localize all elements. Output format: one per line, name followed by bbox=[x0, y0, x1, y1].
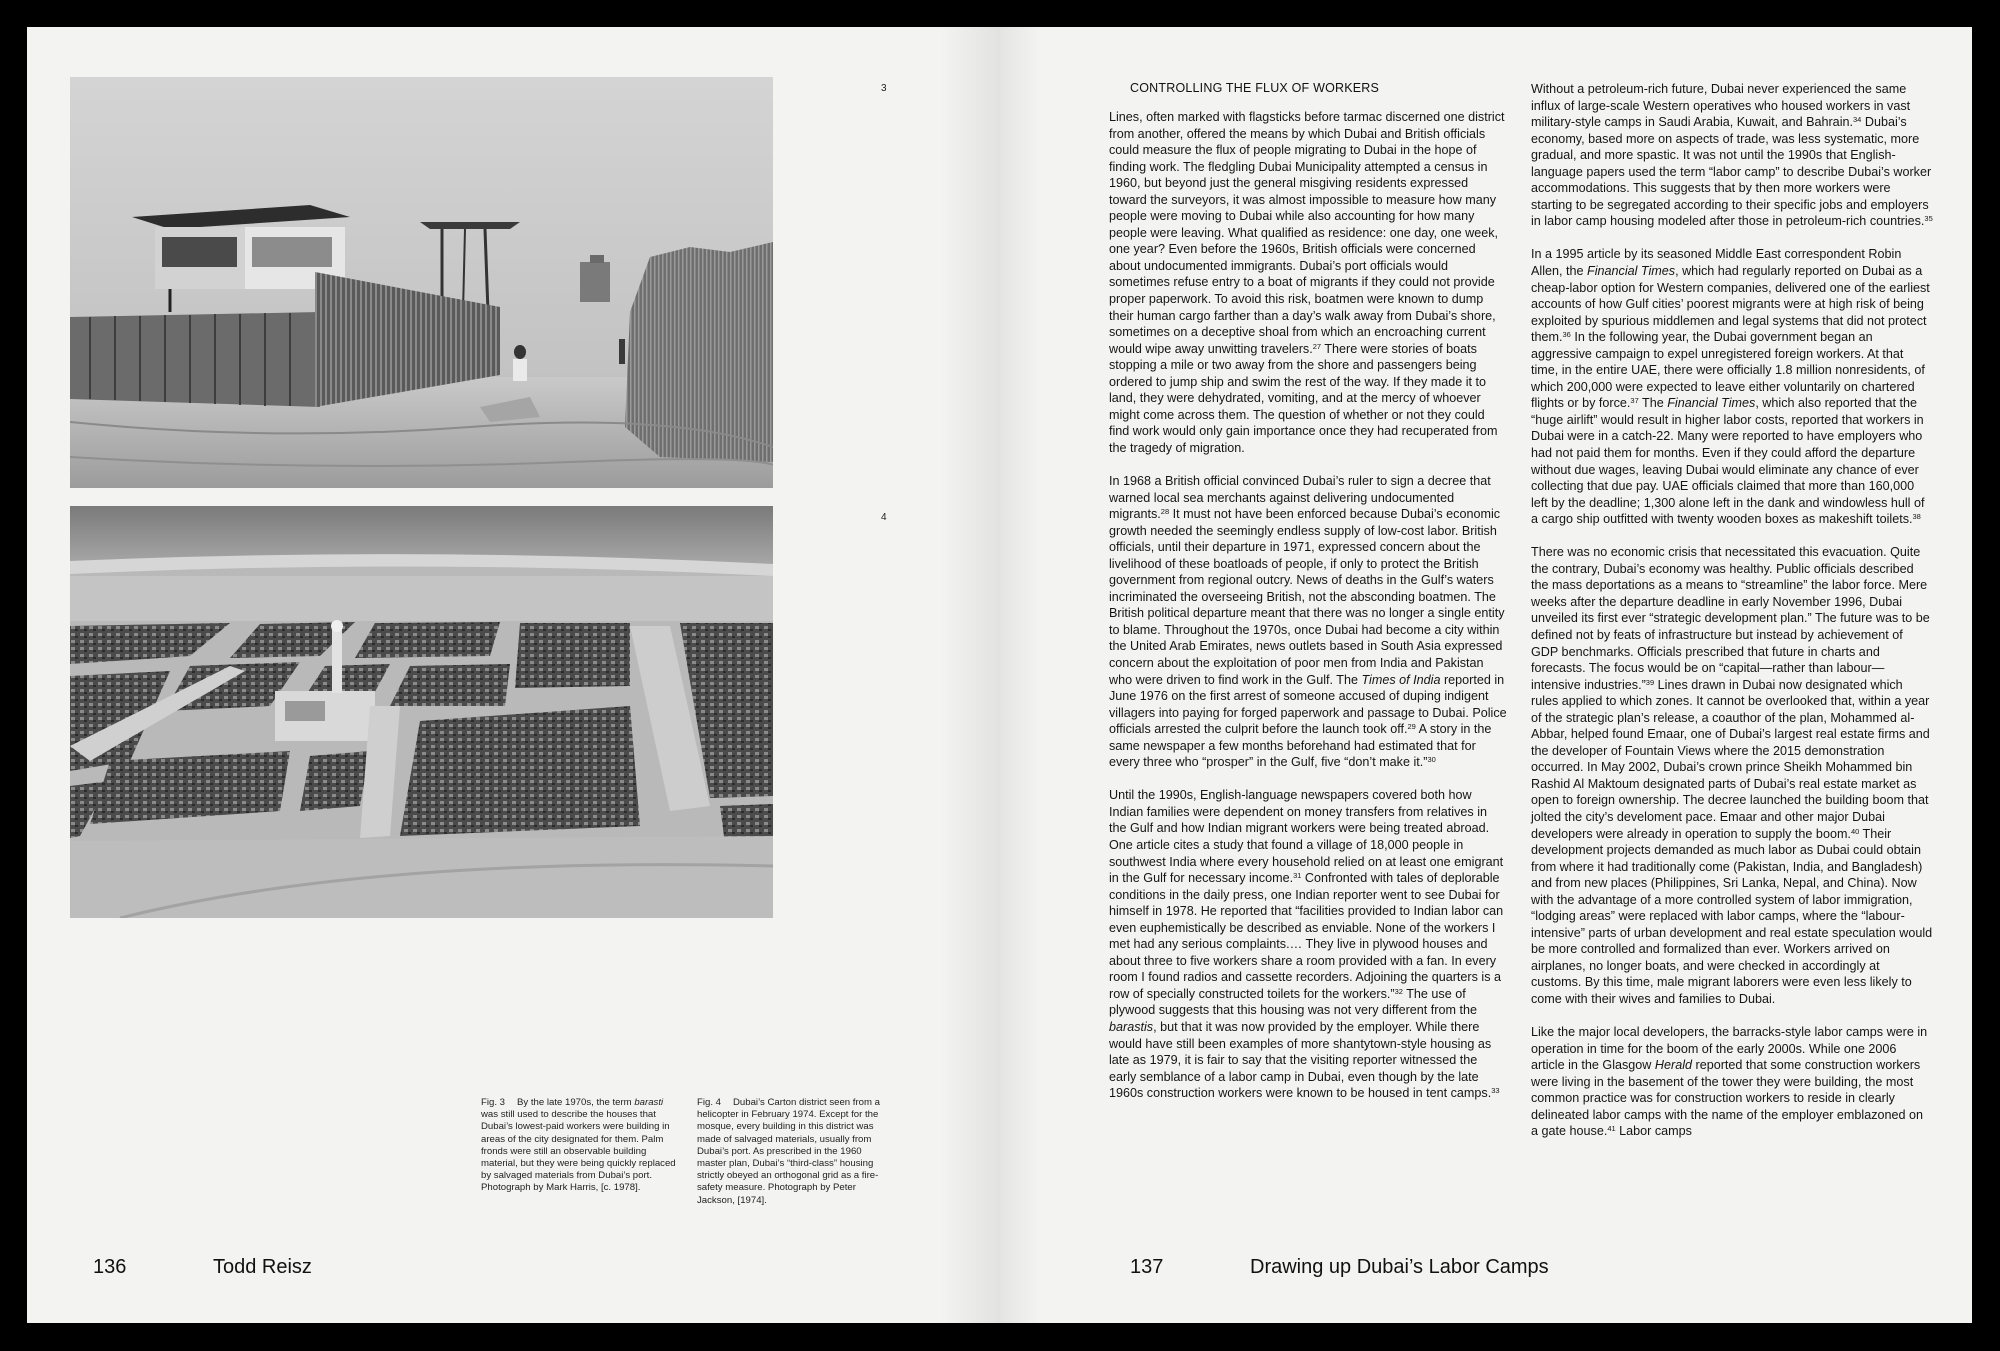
paragraph: In a 1995 article by its seasoned Middle East correspondent Robin Allen, the Financial Times, which had regularly reported on Dubai as a cheap-labor option for Western companies, delivered one of the earliest accounts of how Gulf cities’ poorest migrants were at high risk of being exploited by spurious middlemen and legal systems that did not protect them.$^{36}$ In the following year, the Dubai government began an aggressive campaign to expel unregistered foreign workers. At that time, in the entire UAE, there were officially 1.8 million nonresidents, of which 200,000 were expected to leave either voluntarily on chartered flights or by force.$^{37}$ The Financial Times, which also reported that the “huge airlift” would result in higher labor costs, reported that workers in Dubai were in a catch-22. Many were reported to have employers who had not paid them for months. Even if they could afford the departure without due wages, leaving Dubai would eliminate any chance of ever collecting that due pay. UAE officials claimed that more than 160,000 left by the deadline; 1,300 alone left in the dank and windowless hull of a cargo ship outfitted with twenty wooden boxes as makeshift toilets.$^{38}$ bbox=[1531, 247, 1930, 527]
caption-italic: barasti bbox=[634, 1097, 664, 1108]
footnote-ref[interactable]: 39 bbox=[1645, 677, 1655, 687]
left-page bbox=[27, 27, 1000, 1323]
footnote-ref[interactable]: 34 bbox=[1853, 115, 1862, 125]
text-column-1 bbox=[1109, 109, 1507, 1118]
figure-4-number: 4 bbox=[881, 512, 887, 523]
footnote-ref[interactable]: 36 bbox=[1562, 330, 1571, 340]
footnote-ref[interactable]: 31 bbox=[1293, 871, 1302, 881]
running-title: Drawing up Dubai’s Labor Camps bbox=[1250, 1256, 1549, 1278]
aerial-district-photo bbox=[70, 506, 773, 918]
footnote-ref[interactable]: 35 bbox=[1924, 214, 1933, 224]
footnote-ref[interactable]: 37 bbox=[1630, 396, 1639, 406]
footnote-ref[interactable]: 27 bbox=[1312, 341, 1322, 351]
page-number-right: 137 bbox=[1130, 1256, 1164, 1278]
right-page bbox=[1000, 27, 1972, 1323]
paragraph: In 1968 a British official convinced Dubai’s ruler to sign a decree that warned local sea merchants against delivering undocumented migrants.$^{28}$ It must not have been enforced because Dubai’s economic growth needed the seemingly endless supply of low-cost labor. British officials, until their departure in 1971, expressed concern about the livelihood of these boatloads of people, if only to protect the British government from regional outcry. News of deaths in the Gulf’s waters incriminated the overseeing British, not the absconding boatmen. The British political departure meant that there was no longer a single entity to blame. Throughout the 1970s, once Dubai had become a city within the United Arab Emirates, news outlets based in South Asia expressed concern about the exploitation of poor men from India and Pakistan who were driven to find work in the Gulf. The Times of India reported in June 1976 on the first arrest of someone accused of duping indigent villagers into paying for forged paperwork and passage to Dubai. Police officials arrested the culprit before the launch took off.$^{29}$ A story in the same newspaper a few months beforehand had estimated that for every three who “prosper” in the Gulf, five “don’t make it.”$^{30}$ bbox=[1109, 473, 1507, 770]
footnote-ref[interactable]: 38 bbox=[1912, 512, 1921, 522]
paragraph: Lines, often marked with flagsticks before tarmac discerned one district from another, offered the means by which Dubai and British officials could measure the flux of people migrating to Dubai in the hope of finding work. The fledgling Dubai Municipality attempted a census in 1960, but beyond just the general misgiving residents expressed toward the surveyors, it was almost impossible to measure how many people were moving to Dubai while also accounting for how many people were leaving. What qualified as residence: one day, one week, one year? Even before the 1960s, British officials were concerned about undocumented immigrants. Dubai’s port officials would sometimes refuse entry to a boat of migrants if they could not provide proper paperwork. To avoid this risk, boatmen were known to dump their human cargo farther than a day’s walk away from Dubai’s shore, sometimes on a deceptive shoal from which an encroaching current would wipe away unwitting travelers.$^{27}$ There were stories of boats stopping a mile or two away from the shore and passengers being ordered to jump ship and swim the rest of the way. If they made it to land, they were dehydrated, vomiting, and at the mercy of whoever might come across them. The question of whether or not they could find work would only gain importance once they had recuperated from the tragedy of migration. bbox=[1109, 110, 1505, 455]
paragraph: Like the major local developers, the barracks-style labor camps were in operation in time for the boom of the early 2000s. While one 2006 article in the Glasgow Herald reported that some construction workers were living in the basement of the tower they were building, the most common practice was for construction workers to reside in clearly delineated labor camps with the name of the employer emblazoned on a gate house.$^{41}$ Labor camps bbox=[1531, 1025, 1928, 1139]
footnote-ref[interactable]: 30 bbox=[1427, 755, 1436, 765]
figure-3-caption-label: Fig. 3 bbox=[481, 1097, 505, 1108]
figure-3-number: 3 bbox=[881, 83, 887, 94]
figure-4-caption bbox=[697, 1097, 892, 1207]
footnote-ref[interactable]: 28 bbox=[1160, 507, 1170, 517]
footnote-ref[interactable]: 40 bbox=[1850, 826, 1860, 836]
paragraph: Until the 1990s, English-language newspapers covered both how Indian families were dependent on money transfers from relatives in the Gulf and how Indian migrant workers were being treated abroad. One article cites a study that found a village of 18,000 people in southwest India where every household relied on at least one emigrant in the Gulf for necessary income.$^{31}$ Confronted with tales of deplorable conditions in the daily press, one Indian reporter went to see Dubai for himself in 1978. He reported that “facilities provided to Indian labor can even euphemistically be described as enviable. None of the workers I met had any serious complaints.… They live in plywood houses and about three to five workers share a room provided with a fan. In every room I found radios and cassette recorders. Adjoining the quarters is a row of specially constructed toilets for the workers.”$^{32}$ The use of plywood suggests that this housing was not very different from the barastis, but that it was now provided by the employer. While there would have still been examples of more shantytown-style housing as late as 1979, it is fair to say that the visiting reporter witnessed the early semblance of a labor camp in Dubai, even though by the late 1960s construction workers were known to be housed in tent camps.$^{33}$ bbox=[1109, 788, 1504, 1101]
page-number-left: 136 bbox=[93, 1256, 127, 1278]
caption-text: was still used to describe the houses that Dubai’s lowest-paid workers were building in areas of the city designated for them. Palm fronds were still an observable building material, but they were being quickly replaced by salvaged materials from Dubai’s port. Photograph by Mark Harris, [c. 1978]. bbox=[481, 1109, 676, 1194]
gutter-shadow bbox=[1000, 27, 1040, 1323]
paragraph: There was no economic crisis that necessitated this evacuation. Quite the contrary, Dubai’s economy was healthy. Public officials described the mass deportations as a means to “streamline” the labor force. Mere weeks after the departure deadline in early November 1996, Dubai unveiled its first ever “strategic development plan.” The future was to be defined not by feats of infrastructure but instead by achievement of GDP benchmarks. Officials prescribed that future in charts and forecasts. The focus would be on “capital—rather than labour—intensive industries.”$^{39}$ Lines drawn in Dubai now designated which rules applied to which zones. It cannot be overlooked that, within a year of the strategic plan’s release, a coauthor of the plan, Mohammed al-Abbar, helped found Emaar, one of Dubai’s largest real estate firms and the developer of Fountain Views where the 2015 demonstration occurred. In May 2002, Dubai’s crown prince Sheikh Mohammed bin Rashid Al Maktoum designated parts of Dubai’s real estate market as open to foreign ownership. The decree launched the building boom that jolted the city’s develoment pace. Emaar and other major Dubai developers were already in operation to supply the boom.$^{40}$ Their development projects demanded as much labor as Dubai could obtain from where it had traditionally come (Pakistan, India, and Bangladesh) and from new places (Philippines, Sri Lanka, Nepal, and China). Now with the advantage of a more controlled system of labor immigration, “lodging areas” were replaced with labor camps, where the “labour-intensive” parts of urban development and real estate speculation would be more controlled and formalized than ever. Workers arrived on airplanes, no longer boats, and were checked in accordingly at customs. By this time, male migrant laborers were even less likely to come with their wives and families to Dubai. bbox=[1531, 545, 1933, 1006]
footnote-ref[interactable]: 33 bbox=[1491, 1086, 1500, 1096]
barasti-house-photo bbox=[70, 77, 773, 488]
text-column-2 bbox=[1531, 81, 1933, 1156]
paragraph: Without a petroleum-rich future, Dubai never experienced the same influx of large-scale Western operatives who housed workers in vast military-style camps in Saudi Arabia, Kuwait, and Bahrain.$^{34}$ Dubai’s economy, based more on aspects of trade, was less systematic, more gradual, and more spastic. It was not until the 1990s that English-language papers used the term “labor camp” to describe Dubai’s worker accommodations. This suggests that by then more workers were starting to be segregated according to their specific jobs and employers in labor camp housing modeled after those in petroleum-rich countries.$^{35}$ bbox=[1531, 82, 1933, 229]
figure-4-caption-label: Fig. 4 bbox=[697, 1097, 721, 1108]
figure-4-photo bbox=[70, 506, 773, 918]
footnote-ref[interactable]: 29 bbox=[1407, 722, 1416, 732]
figure-3-caption bbox=[481, 1097, 676, 1195]
footnote-ref[interactable]: 32 bbox=[1394, 986, 1403, 996]
caption-text: By the late 1970s, the term bbox=[517, 1097, 635, 1108]
figure-3-photo bbox=[70, 77, 773, 488]
gutter-shadow bbox=[940, 27, 1000, 1323]
section-heading: CONTROLLING THE FLUX OF WORKERS bbox=[1130, 81, 1380, 95]
caption-text: Dubai’s Carton district seen from a helicopter in February 1974. Except for the mosque, every building in this district was made of salvaged materials, usually from Dubai’s port. As prescribed in the 1960 master plan, Dubai’s “third-class” housing strictly obeyed an orthogonal grid as a fire-safety measure. Photograph by Peter Jackson, [1974]. bbox=[697, 1097, 880, 1206]
running-author: Todd Reisz bbox=[213, 1256, 312, 1278]
footnote-ref[interactable]: 41 bbox=[1607, 1124, 1616, 1134]
